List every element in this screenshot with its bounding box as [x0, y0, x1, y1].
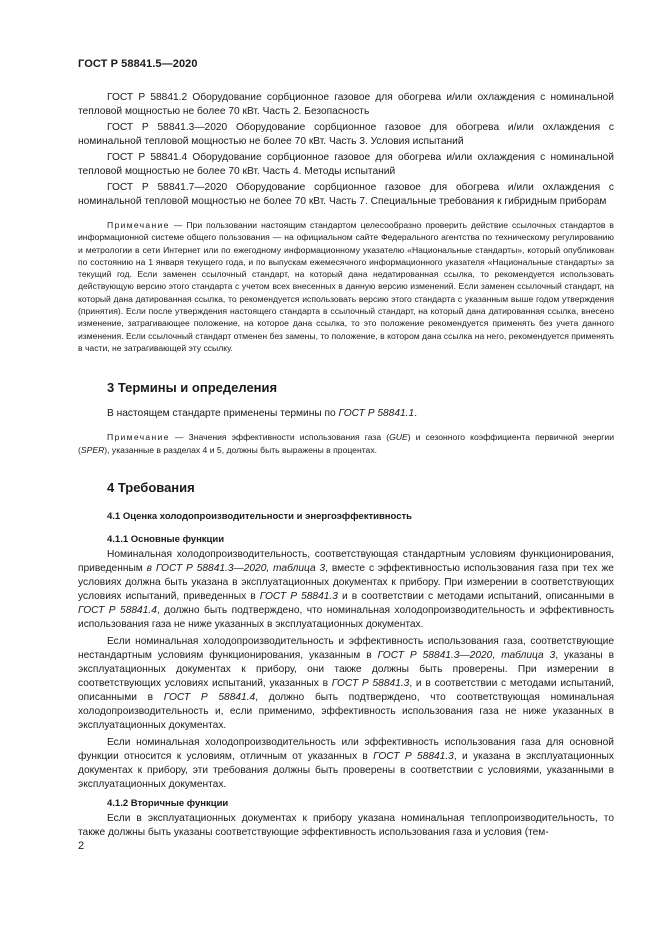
note-units	[78, 431, 614, 456]
normative-reference: ГОСТ Р 58841.4 Оборудование сорбционное газовое для обогрева и/или охлаждения с номинальной тепловой мощностью не более 70 кВт. Часть 4. Методы испытаний	[78, 152, 614, 177]
text-run: ) и сезонного коэффициента первичной энергии (	[78, 432, 614, 455]
text-run: , должно быть подтверждено, что номинальная холодопроизводительность и эффективность использования газа не ниже указанных в эксплуатационных документах.	[78, 604, 614, 630]
standard-reference: ГОСТ Р 58841.4	[163, 691, 256, 703]
text-run: — Значения эффективности использования газа (	[169, 432, 390, 443]
standard-reference: ГОСТ Р 58841.4	[78, 604, 157, 616]
note-references	[78, 219, 614, 354]
normative-reference: ГОСТ Р 58841.2 Оборудование сорбционное газовое для обогрева и/или охлаждения с номинальной тепловой мощностью не более 70 кВт. Часть 2. Безопасность	[78, 92, 614, 117]
note-label: Примечание	[107, 220, 170, 230]
paragraph: Если в эксплуатационных документах к прибору указана номинальная теплопроизводительность, то также должны быть указаны соответствующие эффективность использования газа и условия (тем-	[78, 812, 614, 838]
text-run: В настоящем стандарте применены термины по	[107, 408, 339, 420]
paragraph	[78, 736, 614, 792]
subsection-4-1-2-heading: 4.1.2 Вторичные функции	[107, 797, 229, 809]
section-4-heading: 4 Требования	[107, 479, 195, 495]
standard-reference: ГОСТ Р 58841.1	[338, 408, 415, 420]
paragraph	[78, 635, 614, 733]
text-run: ), указанные в разделах 4 и 5, должны быть выражены в процентах.	[104, 444, 378, 455]
standard-reference: в ГОСТ Р 58841.3—2020, таблица 3	[146, 562, 326, 574]
normative-reference: ГОСТ Р 58841.7—2020 Оборудование сорбционное газовое для обогрева и/или охлаждения с номинальной тепловой мощностью не более 70 кВт. Часть 7. Специальные требования к гибридным приборам	[78, 182, 614, 207]
text-run: , и указана в эксплуатационных документах к прибору, эти требования должны быть проверены в соответствии с условиями, указанными в эксплуатационных документах.	[78, 750, 614, 790]
text-run: , указаны в эксплуатационных документах к прибору, они также должны быть проверены. При измерении в соответствующих условиях испытаний, указанных в	[78, 649, 615, 689]
text-run: , должно быть подтверждено, что соответствующая номинальная холодопроизводительность и, если применимо, эффективность использования газа не ниже указанных в эксплуатационных документах.	[78, 691, 614, 731]
page-number: 2	[78, 840, 85, 852]
note-label: Примечание	[107, 432, 170, 443]
paragraph	[78, 548, 614, 632]
standard-reference: ГОСТ Р 58841.3	[331, 677, 410, 689]
section-3-heading: 3 Термины и определения	[107, 380, 278, 396]
text-run: Если номинальная холодопроизводительность или эффективность использования газа для основной функции относится к условиям, отличным от указанных в	[78, 736, 614, 762]
text-run: и в соответствии с методами испытаний, описанными в	[337, 590, 615, 602]
section-3-text	[78, 407, 614, 421]
text-run: , вместе с эффективностью использования газа при тех же условиях должна быть указана в эксплуатационных документах к прибору. При измерении в соответствующих условиях испытаний, приведенных в	[78, 562, 614, 602]
document-header: ГОСТ Р 58841.5—2020	[78, 58, 198, 70]
standard-reference: ГОСТ Р 58841.3	[259, 590, 338, 602]
subsection-4-1-1-heading: 4.1.1 Основные функции	[107, 533, 225, 545]
subsection-4-1-heading: 4.1 Оценка холодопроизводительности и энергоэффективность	[107, 510, 412, 522]
standard-reference: ГОСТ Р 58841.3—2020, таблица 3	[377, 649, 556, 661]
standard-reference: ГОСТ Р 58841.3	[373, 750, 454, 762]
text-run: Если номинальная холодопроизводительность и эффективность использования газа, соответствующие нестандартным условиям функционирования, указанным в	[78, 635, 614, 661]
text-run: , и в соответствии с методами испытаний, описанными в	[78, 677, 614, 703]
text-run: .	[414, 408, 418, 420]
normative-reference: ГОСТ Р 58841.3—2020 Оборудование сорбционное газовое для обогрева и/или охлаждения с номинальной тепловой мощностью не более 70 кВт. Часть 3. Условия испытаний	[78, 122, 614, 147]
abbreviation: SPER	[80, 444, 105, 455]
text-run: Номинальная холодопроизводительность, соответствующая стандартным условиям функционирования, приведенным	[78, 548, 614, 574]
note-text: — При пользовании настоящим стандартом целесообразно проверить действие ссылочных стандартов в информационной системе общего пользования — на официальном сайте Федерального агентства по техническому регулированию и метрологии в сети Интернет или по ежегодному информационному указателю «Национальные стандарты», который опубликован по состоянию на 1 января текущего года, и по выпускам ежемесячного информационного указателя «Национальные стандарты» за текущий год. Если заменен ссылочный стандарт, на который дана недатированная ссылка, то рекомендуется использовать действующую версию этого стандарта с учетом всех внесенных в данную версию изменений. Если заменен ссылочный стандарт, на который дана датированная ссылка, то рекомендуется использовать версию этого стандарта с указанным выше годом утверждения (принятия). Если после утверждения настоящего стандарта в ссылочный стандарт, на который дана датированная ссылка, внесено изменение, затрагивающее положение, на которое дана ссылка, то это положение рекомендуется применять без учета данного изменения. Если ссылочный стандарт отменен без замены, то положение, в котором дана ссылка на него, рекомендуется применять в части, не затрагивающей эту ссылку.	[78, 220, 614, 353]
abbreviation: GUE	[389, 432, 408, 443]
document-body	[78, 91, 614, 840]
